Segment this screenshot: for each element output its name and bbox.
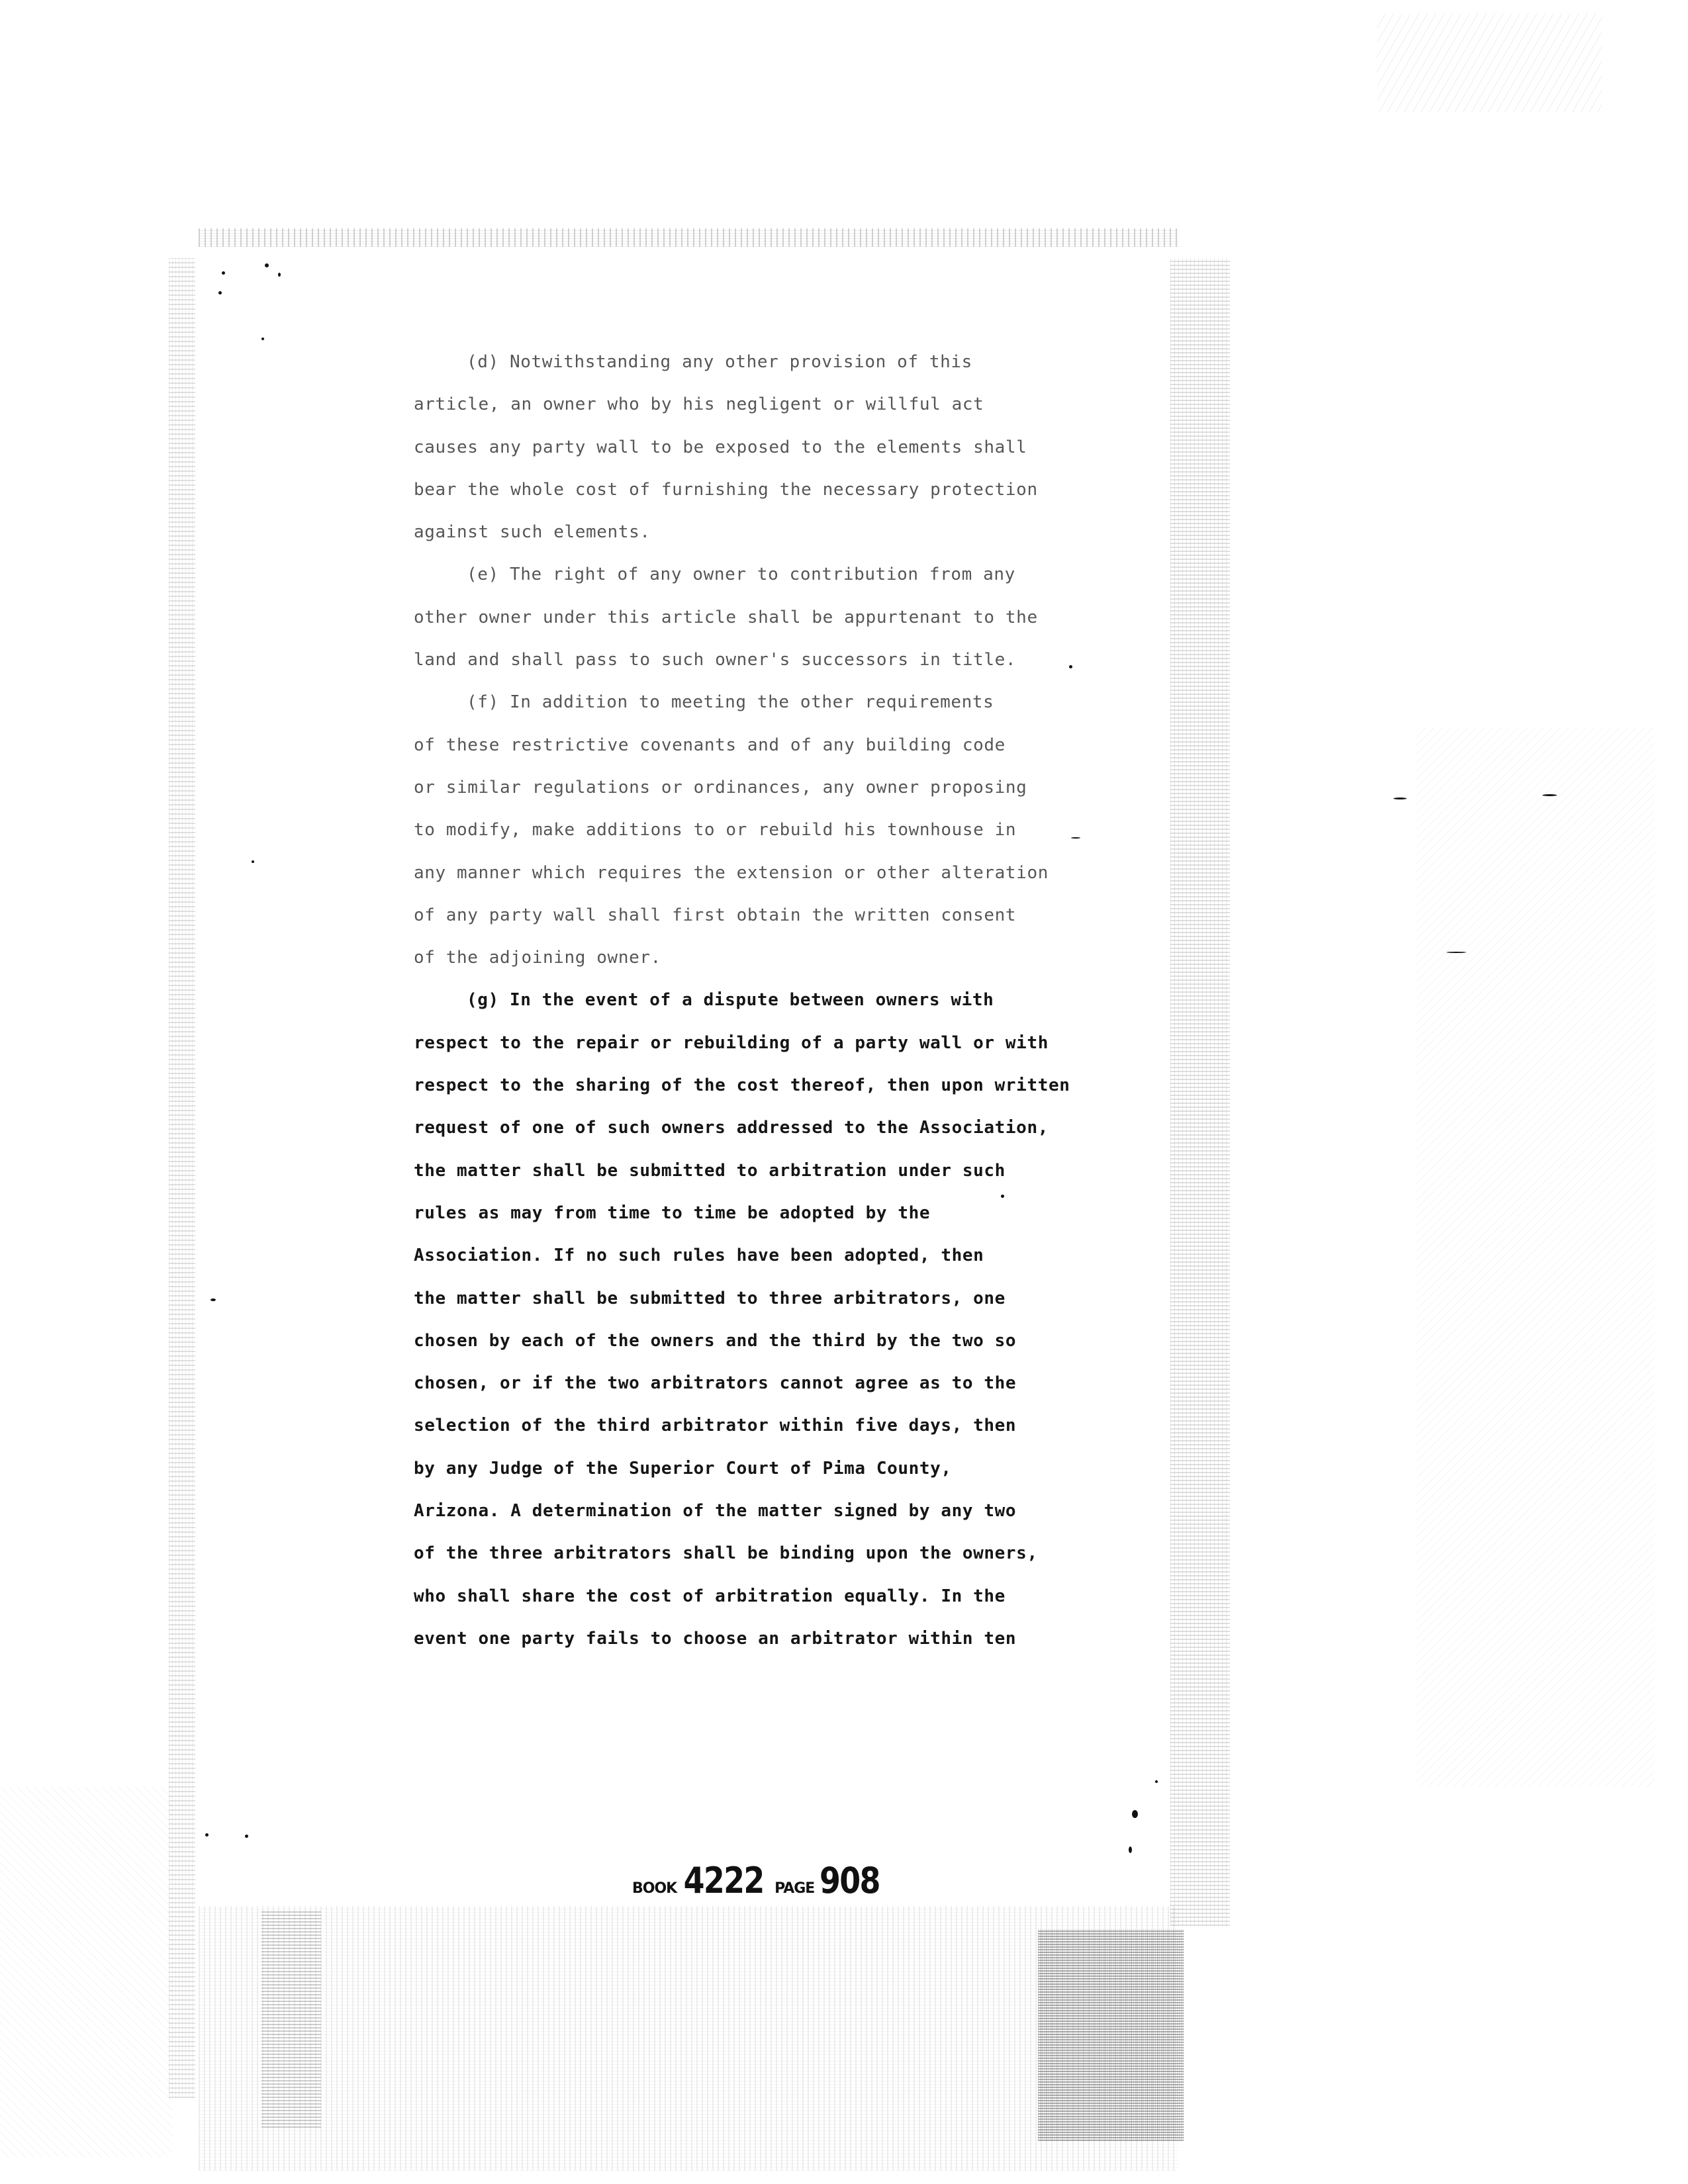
document-line: of the adjoining owner. (414, 948, 661, 968)
document-line: of the three arbitrators shall be binding upon the owners, (414, 1543, 1038, 1564)
scan-speck (1071, 837, 1080, 839)
scan-speck (218, 291, 222, 295)
scan-speck (1393, 797, 1407, 799)
document-line: (d) Notwithstanding any other provision of this (467, 352, 972, 372)
scan-speck (1155, 1780, 1158, 1783)
scan-noise-far-right (1417, 728, 1655, 1787)
document-line: land and shall pass to such owner's successors in title. (414, 650, 1017, 670)
scan-speck (1542, 794, 1557, 796)
page-number: 908 (820, 1860, 880, 1901)
document-line: the matter shall be submitted to three arbitrators, one (414, 1288, 1006, 1308)
scan-speck (261, 338, 264, 340)
scan-speck (278, 273, 281, 277)
document-line: (f) In addition to meeting the other requirements (467, 692, 994, 713)
document-line: (e) The right of any owner to contribution from any (467, 565, 1015, 585)
scan-speck (245, 1835, 248, 1838)
scan-noise-top-right (1377, 13, 1602, 113)
document-line: Arizona. A determination of the matter signed by any two (414, 1501, 1017, 1522)
document-line: who shall share the cost of arbitration equally. In the (414, 1586, 1006, 1606)
scan-noise-top-edge (199, 228, 1178, 247)
scan-noise-far-left (0, 1787, 172, 2158)
document-line: to modify, make additions to or rebuild his townhouse in (414, 820, 1017, 841)
scan-speck (1132, 1810, 1138, 1818)
document-line: by any Judge of the Superior Court of Pima County, (414, 1458, 952, 1479)
document-line: request of one of such owners addressed to the Association, (414, 1118, 1049, 1138)
scan-speck (222, 271, 225, 275)
scan-speck (265, 263, 269, 267)
scan-speck (211, 1298, 216, 1301)
document-line: article, an owner who by his negligent or willful act (414, 394, 984, 415)
document-line: rules as may from time to time be adopted by the (414, 1203, 931, 1223)
document-line: of these restrictive covenants and of any building code (414, 735, 1006, 755)
scan-noise-bottom-right (1038, 1929, 1184, 2141)
document-line: (g) In the event of a dispute between owners with (467, 990, 994, 1011)
document-body (414, 341, 1069, 1660)
recording-stamp (632, 1860, 885, 1901)
document-line: against such elements. (414, 522, 651, 543)
scan-speck (205, 1833, 209, 1837)
scan-noise-left-edge (169, 258, 195, 2098)
scan-noise-bottom (199, 1906, 1178, 2171)
document-line: Association. If no such rules have been adopted, then (414, 1246, 984, 1266)
document-line: or similar regulations or ordinances, any owner proposing (414, 777, 1027, 797)
scan-speck (1446, 952, 1466, 953)
document-line: respect to the repair or rebuilding of a party wall or with (414, 1032, 1049, 1053)
document-line: chosen, or if the two arbitrators cannot agree as to the (414, 1373, 1017, 1394)
page-label: PAGE (774, 1880, 815, 1897)
scan-noise-bottom-left (261, 1909, 321, 2128)
document-line: any manner which requires the extension or other alteration (414, 862, 1049, 883)
scan-speck (1129, 1846, 1132, 1853)
document-line: bear the whole cost of furnishing the necessary protection (414, 479, 1038, 500)
document-line: chosen by each of the owners and the third by the two so (414, 1330, 1017, 1351)
document-line: of any party wall shall first obtain the written consent (414, 905, 1017, 925)
book-label: BOOK (632, 1880, 677, 1897)
scan-speck (1069, 665, 1072, 668)
document-line: selection of the third arbitrator within five days, then (414, 1416, 1017, 1436)
scan-speck (252, 860, 254, 863)
scan-noise-right-edge (1170, 258, 1230, 1926)
document-line: respect to the sharing of the cost thereof, then upon written (414, 1075, 1070, 1096)
book-number: 4222 (683, 1860, 764, 1901)
document-line: the matter shall be submitted to arbitration under such (414, 1160, 1006, 1181)
document-line: causes any party wall to be exposed to the elements shall (414, 437, 1027, 457)
document-line: other owner under this article shall be appurtenant to the (414, 607, 1038, 627)
document-line: event one party fails to choose an arbitrator within ten (414, 1628, 1017, 1649)
